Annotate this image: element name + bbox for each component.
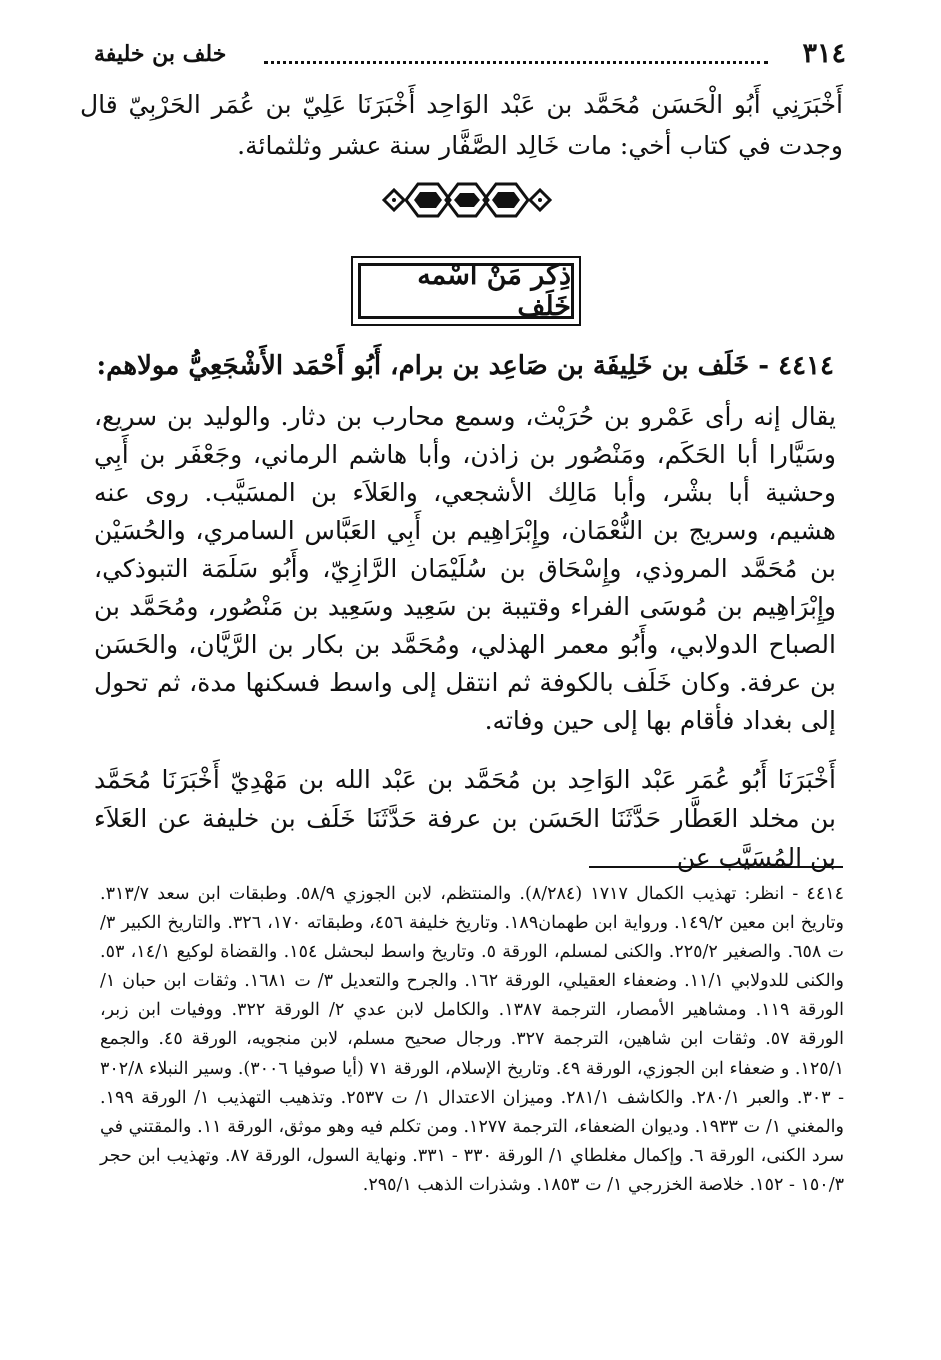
section-title-box xyxy=(351,256,581,326)
entry-title: ٤٤١٤ - خَلَف بن خَلِيفَة بن صَاعِد بن برام، أَبُو أَحْمَد الأَشْجَعِيُّ مولاهم: xyxy=(96,351,834,381)
page-number: ٣١٤ xyxy=(802,38,846,69)
footnote: ٤٤١٤ - انظر: تهذيب الكمال ١٧١٧ (٨/٢٨٤). والمنتظم، لابن الجوزي ٥٨/٩. وطبقات ابن سعد ٣١٣/٧. وتاريخ ابن معين ١٤٩/٢. ورواية ابن طهمان١٨٩. وتاريخ خليفة ٤٥٦، وطبقاته ١٧٠، ٣٢٦. والتاريخ الكبير ٣/ ت ٦٥٨. والصغير ٢٢٥/٢. والكنى لمسلم، الورقة ٥. وتاريخ واسط لبحشل ١٥٤. والقضاة لوكيع ١٤/١، ٥٣. والكنى للدولابي ١١/١. وضعفاء العقيلي، الورقة ١٦٢. والجرح والتعديل ٣/ ت ١٦٨١. وثقات ابن حبان ١/ الورقة ١١٩. ومشاهير الأمصار، الترجمة ١٣٨٧. والكامل لابن عدي ٢/ الورقة ٣٢٢. ووفيات ابن زبر، الورقة ٥٧. وثقات ابن شاهين، الترجمة ٣٢٧. ورجال صحيح مسلم، لابن منجويه، الورقة ٤٥. والجمع ١٢٥/١. و ضعفاء ابن الجوزي، الورقة ٤٩. وتاريخ الإسلام، الورقة ٧١ (أيا صوفيا ٣٠٠٦). وسير النبلاء ٣٠٢/٨ - ٣٠٣. والعبر ٢٨٠/١. والكاشف ٢٨١/١. وميزان الاعتدال ١/ ت ٢٥٣٧. وتذهيب التهذيب ١/ الورقة ١٩٩. والمغني ١/ ت ١٩٣٣. وديوان الضعفاء، الترجمة ١٢٧٧. ومن تكلم فيه وهو موثق، الورقة ١١. والمقتني في سرد الكنى، الورقة ٦. وإكمال مغلطاي ١/ الورقة ٣٣٠ - ٣٣١. ونهاية السول، الورقة ٨٧. وتهذيب ابن حجر ١٥٠/٣ - ١٥٢. خلاصة الخزرجي ١/ ت ١٨٥٣. وشذرات الذهب ٢٩٥/١. xyxy=(100,884,845,1195)
running-title: خلف بن خليفة xyxy=(94,41,227,67)
section-divider-ornament-icon xyxy=(382,176,552,224)
body-paragraph-2: أَخْبَرَنَا أَبُو عُمَر عَبْد الوَاحِد بن مُحَمَّد بن عَبْد الله بن مَهْدِيّ أَخْبَرَنَا مُحَمَّد بن مخلد العَطَّار حَدَّثَنَا الحَسَن بن عرفة حَدَّثَنَا خَلَف بن خليفة عن العَلاَء بن المُسَيَّب عن xyxy=(94,765,836,872)
section-title: ذِكر مَنْ اسْمه خَلَف xyxy=(358,263,574,319)
footnote-separator xyxy=(589,866,843,868)
header-dotted-leader xyxy=(264,61,768,64)
page-header xyxy=(84,36,856,76)
intro-paragraph: أَخْبَرَنِي أَبُو الْحَسَن مُحَمَّد بن عَبْد الوَاحِد أَخْبَرَنَا عَلِيّ بن عُمَر الحَرْبِيّ قال وجدت في كتاب أخي: مات خَالِد الصَّفَّار سنة عشر وثلثمائة. xyxy=(80,90,843,160)
body-paragraph-1: يقال إنه رأى عَمْرو بن حُرَيْث، وسمع محارب بن دثار. والوليد بن سريع، وسَيَّارا أبا الحَكَم، ومَنْصُور بن زاذن، وأبا هاشم الرماني، وجَعْفَر بن أَبِي وحشية أبا بشْر، وأبا مَالِك الأشجعي، والعَلاَء بن المسَيَّب. روى عنه هشيم، وسريج بن النُّعْمَان، وإِبْرَاهِيم بن أَبِي العَبَّاس السامري، والحُسَيْن بن مُحَمَّد المروذي، وإِسْحَاق بن سُلَيْمَان الرَّازِيّ، وأَبُو سَلَمَة التبوذكي، وإِبْرَاهِيم بن مُوسَى الفراء وقتيبة بن سَعِيد وسَعِيد بن مَنْصُور، ومُحَمَّد بن الصباح الدولابي، وأَبُو معمر الهذلي، ومُحَمَّد بن بكار بن الرَّيَّان، والحَسَن بن عرفة. وكان خَلَف بالكوفة ثم انتقل إلى واسط فسكنها مدة، ثم تحول إلى بغداد فأقام بها إلى حين وفاته. xyxy=(94,402,836,735)
